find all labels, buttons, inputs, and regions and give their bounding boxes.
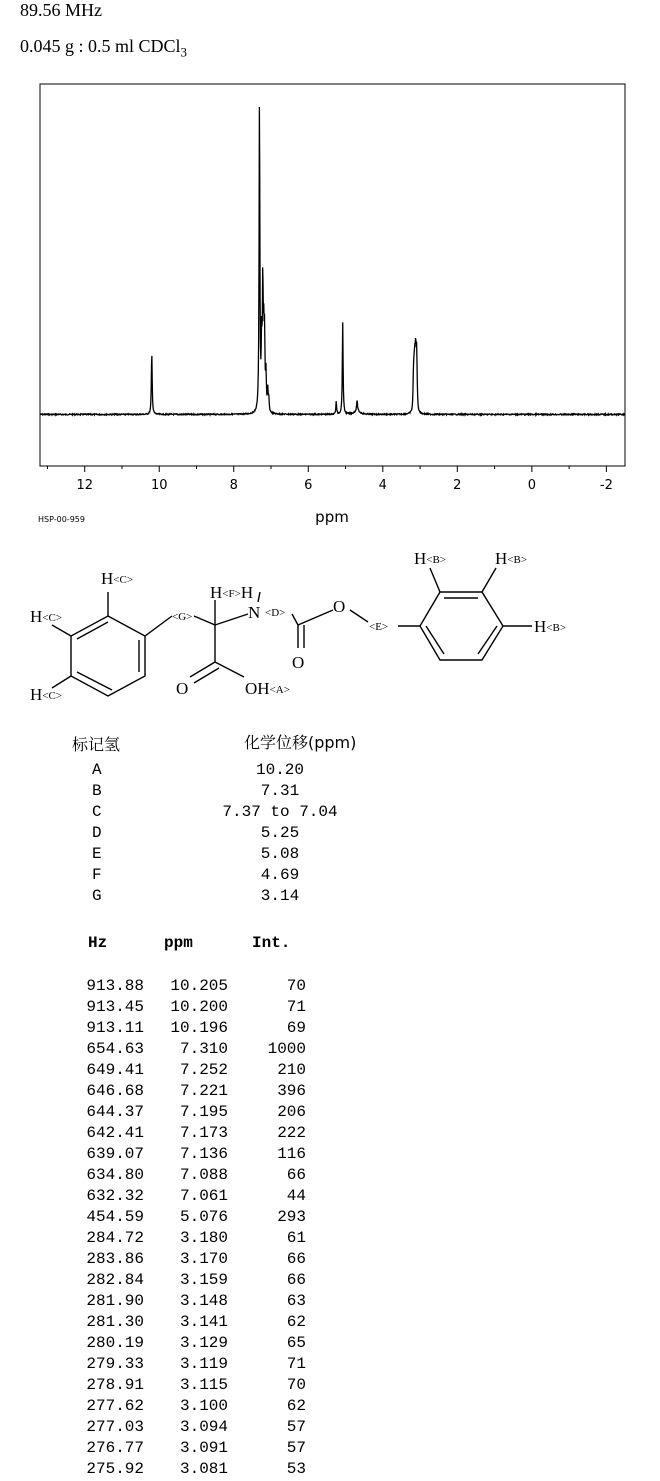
peak-ppm: 7.173 — [179, 1124, 228, 1142]
peak-hz: 279.33 — [86, 1355, 144, 1373]
x-axis-ticks — [47, 466, 612, 493]
peak-int: 206 — [277, 1103, 306, 1121]
peak-row — [0, 1355, 660, 1376]
assignment-shift: 10.20 — [255, 761, 304, 779]
peak-int: 63 — [286, 1292, 306, 1310]
label-g: <G> — [172, 611, 193, 623]
label-d: <D> — [265, 607, 286, 619]
peak-hz: 454.59 — [86, 1208, 144, 1226]
peak-hz: 913.11 — [86, 1019, 144, 1037]
peak-hz: 634.80 — [86, 1166, 144, 1184]
peak-row — [0, 1439, 660, 1460]
peak-row — [0, 1313, 660, 1334]
label-n: N — [248, 603, 261, 622]
peak-ppm: 7.088 — [179, 1166, 228, 1184]
svg-text:H<B>: H<B> — [414, 549, 447, 568]
x-tick-label: 6 — [304, 478, 313, 493]
peak-row — [0, 1376, 660, 1397]
peak-hz: 639.07 — [86, 1145, 144, 1163]
peak-hz: 644.37 — [86, 1103, 144, 1121]
peak-hz: 913.45 — [86, 998, 144, 1016]
peak-ppm: 3.159 — [179, 1271, 228, 1289]
peak-ppm: 7.195 — [179, 1103, 228, 1121]
peak-hz: 283.86 — [86, 1250, 144, 1268]
peak-ppm: 3.148 — [179, 1292, 228, 1310]
peak-hz: 280.19 — [86, 1334, 144, 1352]
assignment-shift: 5.25 — [260, 824, 300, 842]
label-o-acid: O — [176, 679, 189, 698]
peak-row — [0, 1208, 660, 1229]
peak-int: 53 — [286, 1460, 306, 1478]
peak-ppm: 3.170 — [179, 1250, 228, 1268]
x-tick-label: 10 — [150, 478, 168, 493]
peak-int: 62 — [286, 1397, 306, 1415]
peak-row — [0, 1082, 660, 1103]
peak-row — [0, 977, 660, 998]
assignment-header-shift: 化学位移(ppm) — [244, 733, 357, 752]
structure-bonds — [52, 568, 532, 696]
peak-int: 62 — [286, 1313, 306, 1331]
peak-row — [0, 1166, 660, 1187]
peak-hz: 281.90 — [86, 1292, 144, 1310]
peak-hz: 277.62 — [86, 1397, 144, 1415]
peak-int: 69 — [286, 1019, 306, 1037]
peak-row — [0, 1334, 660, 1355]
peak-hz: 282.84 — [86, 1271, 144, 1289]
peak-ppm: 3.100 — [179, 1397, 228, 1415]
peak-row — [0, 1187, 660, 1208]
svg-text:H<B>: H<B> — [534, 617, 567, 636]
peak-row — [0, 1292, 660, 1313]
x-axis-label: ppm — [315, 508, 349, 526]
label-o-ester: O — [333, 597, 346, 616]
peak-row — [0, 1145, 660, 1166]
peak-int: 57 — [286, 1439, 306, 1457]
peak-ppm: 3.091 — [179, 1439, 228, 1457]
assignment-row — [0, 803, 660, 824]
peak-ppm: 3.129 — [179, 1334, 228, 1352]
peak-ppm: 3.180 — [179, 1229, 228, 1247]
svg-text:H<B>: H<B> — [495, 549, 528, 568]
peak-ppm: 7.061 — [179, 1187, 228, 1205]
sample-subscript: 3 — [180, 44, 188, 60]
peak-row — [0, 1103, 660, 1124]
peak-int: 44 — [286, 1187, 306, 1205]
assignment-shift: 3.14 — [260, 887, 300, 905]
peak-int: 66 — [286, 1271, 306, 1289]
spectrum-id: HSP-00-959 — [38, 515, 85, 524]
assignment-shift: 7.37 to 7.04 — [222, 803, 338, 821]
peak-hz: 278.91 — [86, 1376, 144, 1394]
assignment-row — [0, 887, 660, 908]
assignment-table — [0, 728, 660, 908]
assignment-label: B — [92, 782, 102, 800]
x-tick-label: 2 — [453, 478, 462, 493]
peak-hz: 275.92 — [86, 1460, 144, 1478]
peak-int: 57 — [286, 1418, 306, 1436]
peak-row — [0, 1460, 660, 1481]
assignment-shift: 4.69 — [260, 866, 300, 884]
peak-int: 70 — [286, 1376, 306, 1394]
label-e: <E> — [369, 621, 389, 633]
frequency-label: 89.56 MHz — [20, 0, 102, 20]
peak-row — [0, 1061, 660, 1082]
peak-row — [0, 1124, 660, 1145]
assignment-shift: 7.31 — [260, 782, 300, 800]
assignment-row — [0, 845, 660, 866]
peak-int: 396 — [277, 1082, 306, 1100]
svg-text:H<C>: H<C> — [101, 569, 134, 588]
peak-hz: 276.77 — [86, 1439, 144, 1457]
peak-row — [0, 1250, 660, 1271]
peak-row — [0, 1397, 660, 1418]
svg-text:H<F>H: H<F>H — [210, 583, 254, 602]
assignment-label: E — [92, 845, 102, 863]
assignment-row — [0, 824, 660, 845]
peak-row — [0, 1229, 660, 1250]
peak-ppm: 7.221 — [179, 1082, 228, 1100]
x-tick-label: 4 — [378, 478, 387, 493]
peak-int: 222 — [277, 1124, 306, 1142]
plot-frame — [40, 84, 625, 466]
peak-int: 70 — [286, 977, 306, 995]
peak-hz: 281.30 — [86, 1313, 144, 1331]
nmr-spectrum-chart — [0, 70, 660, 540]
peak-header-ppm: ppm — [164, 934, 193, 952]
peak-ppm: 3.141 — [179, 1313, 228, 1331]
assignment-row — [0, 866, 660, 887]
peak-int: 1000 — [267, 1040, 306, 1058]
peak-header-hz: Hz — [88, 934, 108, 952]
peak-ppm: 7.252 — [179, 1061, 228, 1079]
label-o-carbonyl: O — [292, 653, 305, 672]
assignment-shift: 5.08 — [260, 845, 300, 863]
svg-text:H<C>: H<C> — [30, 685, 63, 704]
assignment-row — [0, 761, 660, 782]
peak-row — [0, 1271, 660, 1292]
spectrum-trace — [40, 107, 625, 415]
peak-int: 116 — [277, 1145, 306, 1163]
peak-ppm: 3.094 — [179, 1418, 228, 1436]
peak-ppm: 10.196 — [170, 1019, 228, 1037]
peak-ppm: 3.119 — [179, 1355, 228, 1373]
peak-row — [0, 1418, 660, 1439]
peak-row — [0, 998, 660, 1019]
svg-text:OH<A>: OH<A> — [245, 679, 290, 698]
sample-text: 0.045 g : 0.5 ml CDCl — [20, 36, 181, 56]
peak-int: 66 — [286, 1250, 306, 1268]
peak-hz: 642.41 — [86, 1124, 144, 1142]
assignment-label: A — [92, 761, 102, 779]
peak-ppm: 7.136 — [179, 1145, 228, 1163]
peak-hz: 646.68 — [86, 1082, 144, 1100]
peak-row — [0, 1019, 660, 1040]
assignment-label: C — [92, 803, 102, 821]
assignment-label: D — [92, 824, 102, 842]
peak-int: 71 — [286, 998, 306, 1016]
x-tick-label: 0 — [527, 478, 536, 493]
x-tick-label: -2 — [599, 478, 613, 493]
peak-int: 71 — [286, 1355, 306, 1373]
peak-int: 61 — [286, 1229, 306, 1247]
peak-hz: 632.32 — [86, 1187, 144, 1205]
peak-int: 65 — [286, 1334, 306, 1352]
peak-ppm: 7.310 — [179, 1040, 228, 1058]
peak-ppm: 10.200 — [170, 998, 228, 1016]
peak-hz: 649.41 — [86, 1061, 144, 1079]
x-tick-label: 12 — [76, 478, 93, 493]
peak-hz: 913.88 — [86, 977, 144, 995]
assignment-label: F — [92, 866, 102, 884]
peak-ppm: 10.205 — [170, 977, 228, 995]
svg-text:H<C>: H<C> — [30, 607, 63, 626]
peak-int: 293 — [277, 1208, 306, 1226]
peak-header-int: Int. — [252, 934, 291, 952]
x-tick-label: 8 — [229, 478, 238, 493]
assignment-label: G — [92, 887, 102, 905]
assignment-header-label: 标记氢 — [72, 735, 121, 754]
peak-hz: 284.72 — [86, 1229, 144, 1247]
peak-int: 66 — [286, 1166, 306, 1184]
peak-hz: 277.03 — [86, 1418, 144, 1436]
sample-label — [20, 36, 187, 61]
peak-ppm: 5.076 — [179, 1208, 228, 1226]
peak-row — [0, 1040, 660, 1061]
molecule-structure — [0, 540, 660, 710]
peak-int: 210 — [277, 1061, 306, 1079]
peak-ppm: 3.115 — [179, 1376, 228, 1394]
assignment-row — [0, 782, 660, 803]
peak-hz: 654.63 — [86, 1040, 144, 1058]
peak-ppm: 3.081 — [179, 1460, 228, 1478]
